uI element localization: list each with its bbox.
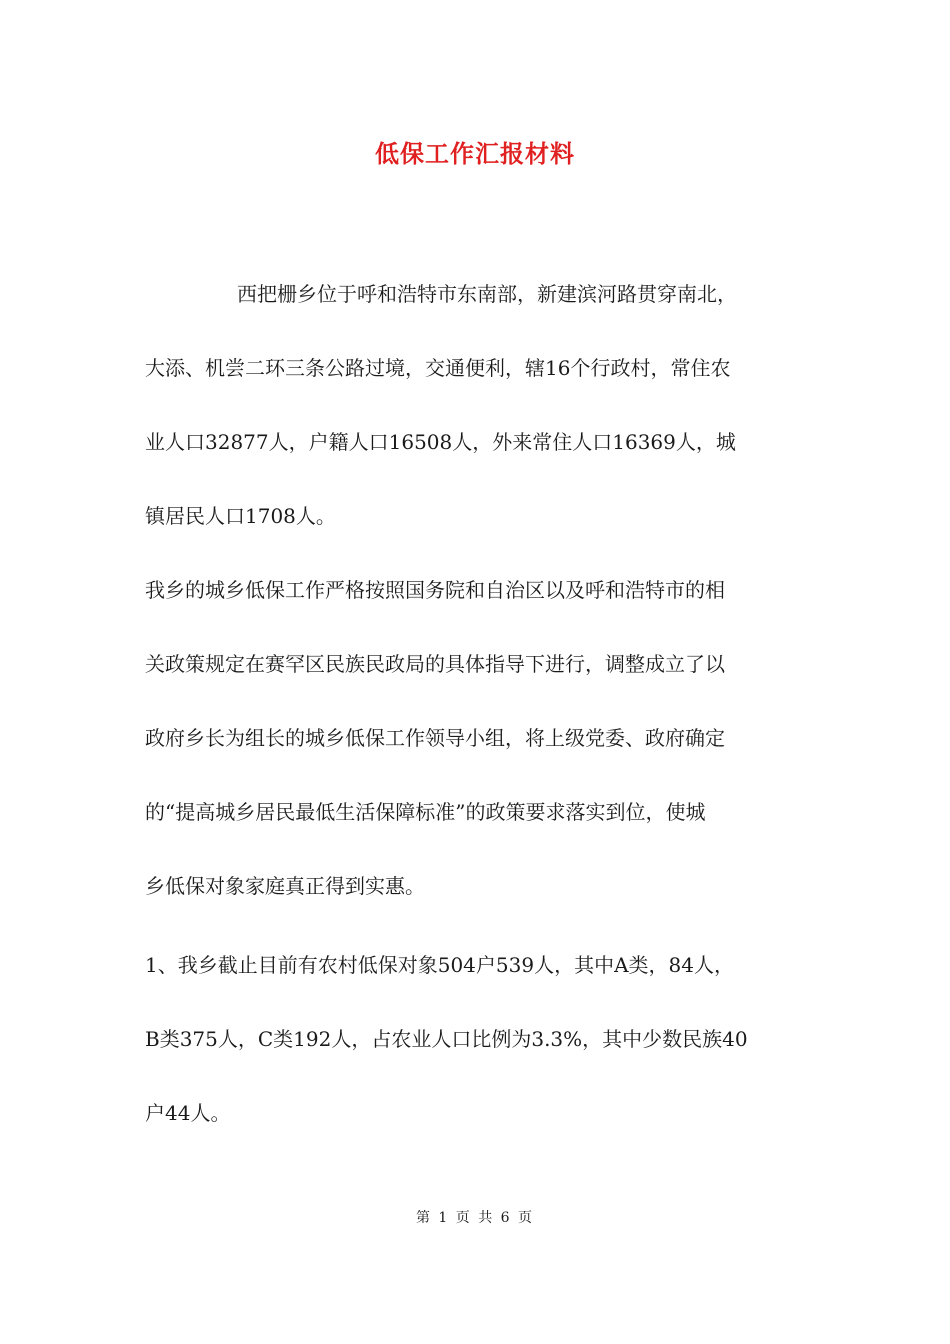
paragraph-policy [145,553,810,923]
paragraph-line: 西把栅乡位于呼和浩特市东南部，新建滨河路贯穿南北， [237,282,737,306]
paragraph-line: 大添、机尝二环三条公路过境，交通便利，辖16个行政村，常住农 [145,356,731,380]
document-title: 低保工作汇报材料 [375,139,575,168]
paragraph-item-1 [145,928,810,1150]
paragraph-line: 镇居民人口1708人。 [145,504,336,528]
paragraph-line: 关政策规定在赛罕区民族民政局的具体指导下进行，调整成立了以 [145,652,725,676]
paragraph-line: 的“提高城乡居民最低生活保障标准”的政策要求落实到位，使城 [145,800,706,824]
paragraph-line: 我乡的城乡低保工作严格按照国务院和自治区以及呼和浩特市的相 [145,578,725,602]
page-number: 第 1 页 共 6 页 [415,1210,535,1226]
paragraph-line: B类375人，C类192人，占农业人口比例为3.3%，其中少数民族40 [145,1027,748,1051]
paragraph-line: 政府乡长为组长的城乡低保工作领导小组，将上级党委、政府确定 [145,726,725,750]
paragraph-intro [145,257,810,553]
paragraph-line: 1、我乡截止目前有农村低保对象504户539人，其中A类，84人， [145,953,734,977]
paragraph-line: 业人口32877人，户籍人口16508人，外来常住人口16369人，城 [145,430,736,454]
paragraph-line: 户44人。 [145,1101,231,1125]
paragraph-line: 乡低保对象家庭真正得到实惠。 [145,874,425,898]
